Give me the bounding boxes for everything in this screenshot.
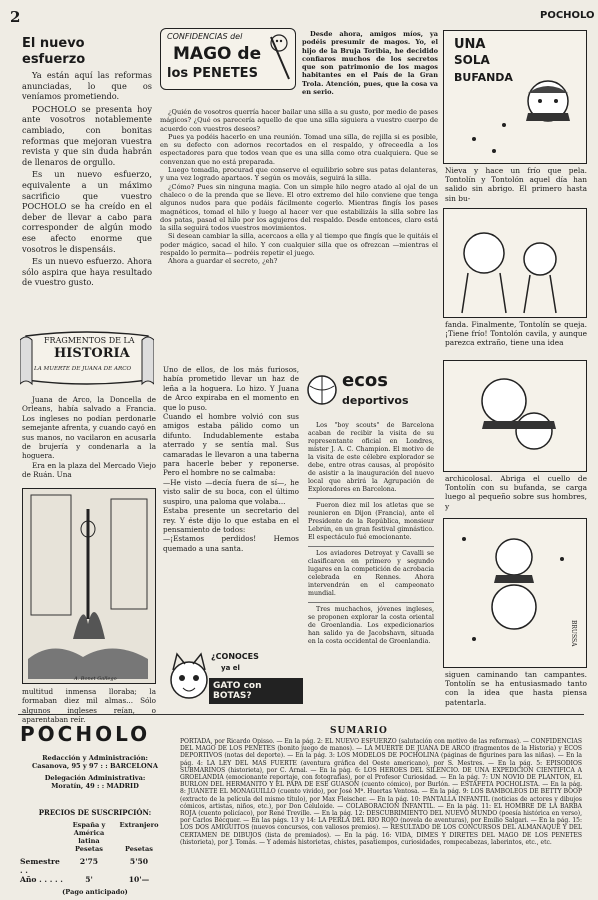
masthead-name: POCHOLO (20, 722, 151, 746)
mago-banner-line1: CONFIDENCIAS del (167, 32, 243, 41)
editorial-paragraph: POCHOLO se presenta hoy ante vosotros notablemente cambiado, con bonitas reformas que mejoran vuestra revista y que sin duda habrán de llenaros de orgullo. (22, 103, 152, 167)
ecos-item: Fueron diez mil los atletas que se reunieron en Dijon (Francia), ante el Presidente de la República, monsieur Lebrún, en un gran festival gimnástico. El espectáculo fué emocionante. (308, 502, 434, 541)
juana-article (22, 395, 156, 480)
comic-caption: siguen caminando tan campantes. Tontolín se ha entusiasmado tanto con la idea que hasta piensa patentarla. (445, 670, 587, 707)
characters-carried-icon (444, 519, 584, 665)
prices-title: PRECIOS DE SUSCRIPCIÓN: (38, 808, 152, 817)
redaccion-address: Casanova, 95 y 97 : : BARCELONA (32, 762, 158, 770)
editorial-paragraph: Es un nuevo esfuerzo, equivalente a un máximo sacrificio que vuestro POCHOLO se ha creído en el deber de llevar a cabo para corresponder de algún modo ese afecto enorme que vosotros le dispensáis. (22, 169, 152, 254)
mago-paragraph: Si desean cambiar la silla, acercaos a ella y al tiempo que fingís que le quitáis el poder mágico, sacad el hilo. Y con cualquier silla que os ofrezcan —mientras el respaldo lo permita— podréis repetir el juego. (160, 232, 438, 258)
characters-scarf-icon (444, 31, 584, 161)
juana-illustration (22, 488, 156, 684)
subscription-prices (20, 808, 170, 896)
col-unit-abroad: Pesetas (125, 845, 153, 853)
mago-banner (160, 28, 296, 90)
price-row (20, 857, 170, 875)
characters-sharing-scarf-icon (444, 361, 584, 469)
redaccion-label: Redacción y Administración: (42, 754, 148, 762)
editorial-paragraph: Ya están aquí las reformas anunciadas, lo que os veníamos prometiendo. (22, 70, 152, 102)
mago-banner-line2: MAGO de (173, 44, 262, 64)
ecos-banner-line2: deportivos (342, 394, 409, 407)
ecos-divider (308, 498, 434, 499)
mago-banner-line3: los PENETES (167, 66, 258, 81)
ecos-item: Los "boy scouts" de Barcelona acaban de recibir la visita de su representante oficial en Londres, míster J. A. C. Champion. El motivo de la visita de este célebre explorador se debe, entre otras causas, al propósito de asistir a la inauguración del nuevo local que abrirá la Agrupación de Exploradores en Barcelona. (308, 422, 434, 493)
price-row-label: Semestre . . (20, 857, 60, 875)
delegacion-label: Delegación Administrativa: (44, 774, 146, 782)
col-header-spain: España y América latina (72, 821, 106, 845)
price-row-label: Año . . . . . (20, 875, 63, 884)
price-row (20, 875, 170, 884)
col-header-abroad: Extranjero (119, 821, 159, 829)
gato-line3: GATO con BOTAS? (209, 678, 303, 704)
price-abroad: 10'— (128, 875, 150, 884)
price-spain: 5' (85, 875, 93, 884)
running-head: POCHOLO (540, 10, 595, 21)
gato-ad (165, 650, 303, 708)
payment-note: (Pago anticipado) (62, 888, 128, 896)
delegacion-address: Moratín, 49 : : MADRID (51, 782, 139, 790)
juana-bottom-text: multitud inmensa lloraba; la formaban diez mil almas... Sólo algunos ingleses reían, o aparentaban reír. (22, 687, 156, 725)
comic-title-panel (443, 30, 587, 164)
masthead (20, 722, 170, 790)
mago-paragraph: ¿Cómo? Pues sin ninguna magia. Con un simple hilo negro atado al ojal de un chaleco o de la prenda que se lleve. El otro extremo del hilo conviene que tenga algunos nudos para que podáis fácilmente cogerlo. Mientras fingís los pases magnéticos, tomad el hilo y luego al hacer ver que estabilizáis la silla sobre las dos patas, pasad el hilo por los agujeros del respaldo. Desde entonces, claro está la silla seguirá todos vuestros movimientos. (160, 182, 438, 233)
editorial-paragraph: Es un nuevo esfuerzo. Ahora sólo aspira que haya resultado de vuestro gusto. (22, 256, 152, 288)
mago-article (160, 108, 438, 266)
juana-paragraph: Era en la plaza del Mercado Viejo de Ruán. Una (22, 460, 156, 480)
gato-line2: ya el (221, 664, 240, 672)
juana-paragraph: Juana de Arco, la Doncella de Orleans, había salvado a Francia. Los ingleses no podían perdonarle semejante afrenta, y cuando cayó en sus manos, no vacilaron en acusarla de brujería y condenarla a la hoguera. (22, 395, 156, 461)
price-abroad: 5'50 (129, 857, 149, 866)
sumario-text: PORTADA, por Ricardo Opisso. — En la pág. 2: EL NUEVO ESFUERZO (salutación con motivo de las reformas). — CONFIDENCIAS DEL MAGO DE LOS PENETES (bonito juego de manos). — LA MUERTE DE JUANA DE ARCO (fragmentos de la Historia) y ECOS DEPORTIVOS (notas del deporte). — En la pág. 3: LOS MODELOS DE POCHOLINA (páginas de figurines para las niñas). — En la pág. 4: LA LEY DEL MAS FUERTE (aventura gráfica del Oeste americano), por S. Mestres. — En la pág. 5: EPISODIOS SUBMARINOS (historieta), por C. Arnal. — En la pág. 6: LOS HEROES DEL SILENCIO. DE UNA EXPEDICION CIENTIFICA A GROELANDIA (emocionante reportaje, con fotografías), por el Profesor Curiosidad. — En la pág. 7: UN NOVIO DE PLANTON, EL BURLON DEL HERMANITO Y EL PAPA DE ESE GUASON (cuento cómico), por Burlón. — ESTAFETA POCHOLISTA. — En la pág. 8: JUANETE EL MONAGUILLO (cuento vivido), por José Mª. Huertas Ventosa. — En la pág. 9: LOS BAMBOLEOS DE BETTY BOOP (extracto de la película del mismo título), por Max Fleischer. — En la pág. 10: PANTALLA INFANTIL (noticias de actores y dibujos cómicos, artistas, niños, etc.), por Don Celuloide. — COLABORACION INFANTIL. — En la pág. 11: EL HOMBRE DE LA BARBA ROJA (cuento policíaco), por René Treville. — En la pág. 12: DESCUBRIMIENTO DEL NUEVO MUNDO (poesía histórica en verso), por Carlos Bécquer. — En las págs. 13 y 14: LA PERLA DEL RIO ROJO (novela de aventuras), por Emilio Salgari. — En la pág. 15: LOS DOS AMIGUITOS (nuevos concursos, con valiosos premios). — RESULTADO DE LOS CONCURSOS DEL ALMANAQUE Y DEL CERTAMEN DE DIBUJOS (lista de premiados). — En la pág. 16: VIDA, DIMES Y DIRETES DEL MAGO DE LOS PENETES (historieta), por J. Tomás. — Y además historietas, chistes, pasatiempos, curiosidades, rompecabezas, laberintos, etc., etc. (180, 738, 582, 846)
mago-paragraph: Luego tomadla, procurad que conserve el equilibrio sobre sus patas delanteras, y una vez logrado apartaos. Y según os mováis, seguirá la silla. (160, 166, 438, 183)
comic-panel (443, 518, 587, 668)
page-number: 2 (10, 8, 21, 26)
comic-panel (443, 360, 587, 472)
sumario-title: SUMARIO (330, 726, 388, 736)
ornamental-divider (18, 714, 584, 715)
illustration-signature: A. Bonet Gallego (74, 676, 117, 682)
ecos-item: Tres muchachos, jóvenes ingleses, se proponen explorar la costa oriental de Groenlandia. Los expedicionarios han salido ya de Jacobshavn, situada en la costa occidental de Groenlandia. (308, 606, 434, 645)
comic-title-line2: SOLA (454, 53, 490, 67)
comic-caption: Nieva y hace un frío que pela. Tontolín y Tontolón aquel día han salido sin abrigo. El primero hasta sin bu- (445, 166, 587, 203)
comic-panel (443, 208, 587, 318)
comic-caption: archicolosal. Abriga el cuello de Tontolín con su bufanda, se carga luego al pequeño sobre sus hombres, y (445, 474, 587, 511)
ecos-item: Los aviadores Detroyat y Cavalli se clasificaron en primero y segundo lugares en la competición de acrobacia celebrada en Rennes. Ahora intervendrán en el campeonato mundial. (308, 550, 434, 597)
price-spain: 2'75 (79, 857, 99, 866)
juana-banner-line1: FRAGMENTOS DE LA (44, 336, 135, 345)
mago-paragraph: Ahora a guardar el secreto, ¿eh? (168, 257, 278, 266)
ecos-divider (308, 546, 434, 547)
cat-icon (167, 650, 211, 706)
comic-signature: BRUSSA (570, 620, 577, 647)
mago-paragraph: ¿Quién de vosotros querría hacer bailar una silla a su gusto, por medio de pases mágicos? ¿Qué os parecería aquello de que una silla siguiera a vuestro cuerpo de acuerdo con vuestros deseos? (160, 108, 438, 133)
juana-banner-line2: HISTORIA (54, 346, 130, 361)
comic-caption: fanda. Finalmente, Tontolín se queja. ¡Tiene frío! Tontolón cavila, y aunque parezca extraño, tiene una idea (445, 320, 587, 348)
ecos-banner (306, 370, 438, 416)
mago-paragraph: Pues ya podéis hacerlo en una reunión. Tomad una silla, de rejilla si es posible, en su defecto con adornos recortados en el respaldo, y ofreceedla a los espectadores para que todos vean que es una silla como otra cualquiera. Que se convenzan que no está preparada. (160, 132, 438, 166)
mago-intro: Desde ahora, amigos míos, ya podéis presumir de magos. Yo, el hijo de la Bruja Toribia, he decidido confiaros muchos de los secretos que son patrimonio de los magos habitantes en el País de la Gran Trola. Atención, pues, que la cosa va en serio. (302, 30, 438, 97)
ecos-banner-line1: ecos (342, 370, 388, 391)
col-unit-spain: Pesetas (75, 845, 103, 853)
ecos-divider (308, 602, 434, 603)
comic-title-line3: BUFANDA (454, 71, 513, 84)
comic-title-line1: UNA (454, 37, 486, 52)
ecos-list (308, 422, 434, 646)
juana-banner-line3: LA MUERTE DE JUANA DE ARCO (34, 366, 132, 372)
gato-line1: ¿CONOCES (211, 652, 259, 661)
editorial-title: El nuevo esfuerzo (22, 36, 86, 67)
characters-walking-icon (444, 209, 584, 315)
editorial-article (22, 36, 152, 288)
juana-continued: Uno de ellos, de los más furiosos, había prometido llevar un haz de leña a la hoguera. Lo hizo. Y Juana de Arco expiraba en el momento en que lo puso. Cuando el hombre volvió con sus amigos estaba pálido como un difunto. Indudablemente estaba aterrado y se sentía mal. Sus camaradas le llevaron a una taberna para hacerle beber y reponerse. Pero el hombre no se calmaba: —He visto —decía fuera de sí—, he visto salir de su boca, con el último suspiro, una paloma que volaba... Estaba presente un secretario del rey. Y éste dijo lo que estaba en el pensamiento de todos: —¡Estamos perdidos! Hemos quemado a una santa. (163, 365, 299, 553)
stake-fire-icon (23, 489, 153, 681)
juana-banner (20, 330, 154, 388)
